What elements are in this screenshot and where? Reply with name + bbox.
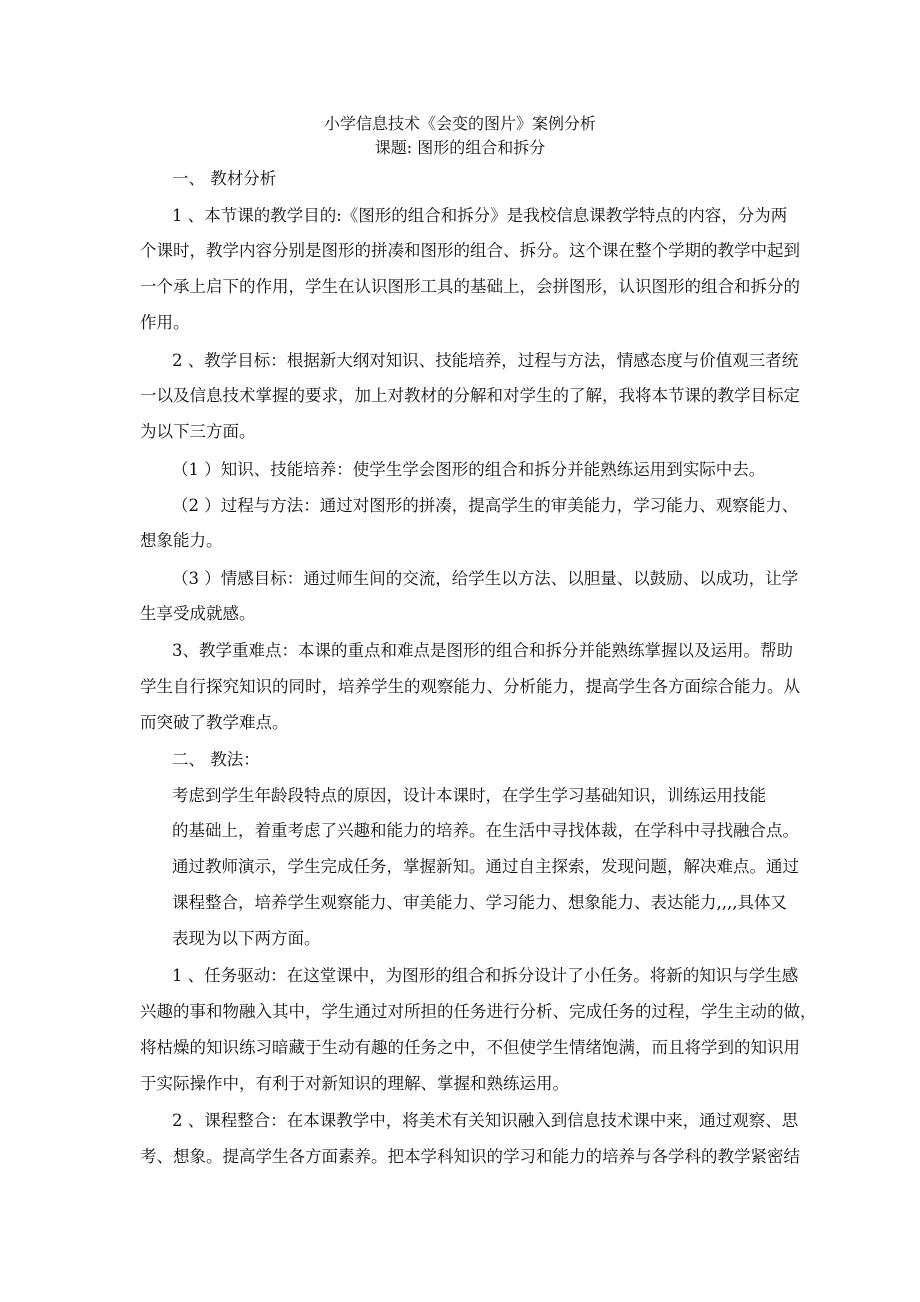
paragraph-line: 生享受成就感。 [140, 604, 256, 623]
paragraph-line: 想象能力。 [140, 531, 223, 550]
paragraph-line: 2 、课程整合：在本课教学中，将美术有关知识融入到信息技术课中来，通过观察、思 [172, 1111, 799, 1130]
paragraph-line: （3 ）情感目标：通过师生间的交流，给学生以方法、以胆量、以鼓励、以成功，让学 [172, 569, 799, 588]
paragraph-line: 学生自行探究知识的同时，培养学生的观察能力、分析能力，提高学生各方面综合能力。从 [140, 677, 800, 696]
paragraph-line: 1 、本节课的教学目的:《图形的组合和拆分》是我校信息课教学特点的内容，分为两 [172, 206, 788, 225]
paragraph-line: 考虑到学生年龄段特点的原因，设计本课时，在学生学习基础知识，训练运用技能 [172, 786, 766, 805]
paragraph-line: 个课时，教学内容分别是图形的拼凑和图形的组合、拆分。这个课在整个学期的教学中起到 [140, 241, 800, 260]
paragraph-line: 的基础上，着重考虑了兴趣和能力的培养。在生活中寻找体裁，在学科中寻找融合点。 [172, 821, 799, 840]
section-heading-methods: 二、 教法： [172, 750, 260, 769]
paragraph-line: 通过教师演示，学生完成任务，掌握新知。通过自主探索，发现问题，解决难点。通过 [172, 857, 799, 876]
paragraph-line: 作用。 [140, 313, 190, 332]
paragraph-line: 于实际操作中，有利于对新知识的理解、掌握和熟练运用。 [140, 1074, 569, 1093]
paragraph-line: （2 ）过程与方法：通过对图形的拼凑，提高学生的审美能力，学习能力、观察能力、 [172, 496, 799, 515]
paragraph-line: 一以及信息技术掌握的要求，加上对教材的分解和对学生的了解，我将本节课的教学目标定 [140, 386, 800, 405]
paragraph-line: 考、想象。提高学生各方面素养。把本学科知识的学习和能力的培养与各学科的教学紧密结 [140, 1147, 800, 1166]
paragraph-line: 表现为以下两方面。 [172, 929, 321, 948]
paragraph-line: 3、教学重难点：本课的重点和难点是图形的组合和拆分并能熟练掌握以及运用。帮助 [172, 641, 793, 660]
paragraph-line: 兴趣的事和物融入其中，学生通过对所担的任务进行分析、完成任务的过程，学生主动的做， [140, 1002, 817, 1021]
paragraph-line: 1 、任务驱动：在这堂课中，为图形的组合和拆分设计了小任务。将新的知识与学生感 [172, 966, 799, 985]
document-subtitle: 课题: 图形的组合和拆分 [374, 138, 546, 157]
paragraph-line: 将枯燥的知识练习暗藏于生动有趣的任务之中，不但使学生情绪饱满，而且将学到的知识用 [140, 1038, 800, 1057]
paragraph-line: 课程整合，培养学生观察能力、审美能力、学习能力、想象能力、表达能力,,,,具体又 [172, 893, 787, 912]
paragraph-line: （1 ）知识、技能培养：使学生学会图形的组合和拆分并能熟练运用到实际中去。 [172, 460, 766, 479]
paragraph-line: 一个承上启下的作用，学生在认识图形工具的基础上，会拼图形，认识图形的组合和拆分的 [140, 277, 800, 296]
paragraph-line: 为以下三方面。 [140, 422, 256, 441]
paragraph-line: 而突破了教学难点。 [140, 713, 289, 732]
paragraph-line: 2 、教学目标：根据新大纲对知识、技能培养，过程与方法，情感态度与价值观三者统 [172, 351, 799, 370]
section-heading-materials: 一、 教材分析 [172, 169, 277, 188]
document-title: 小学信息技术《会变的图片》案例分析 [323, 114, 596, 133]
